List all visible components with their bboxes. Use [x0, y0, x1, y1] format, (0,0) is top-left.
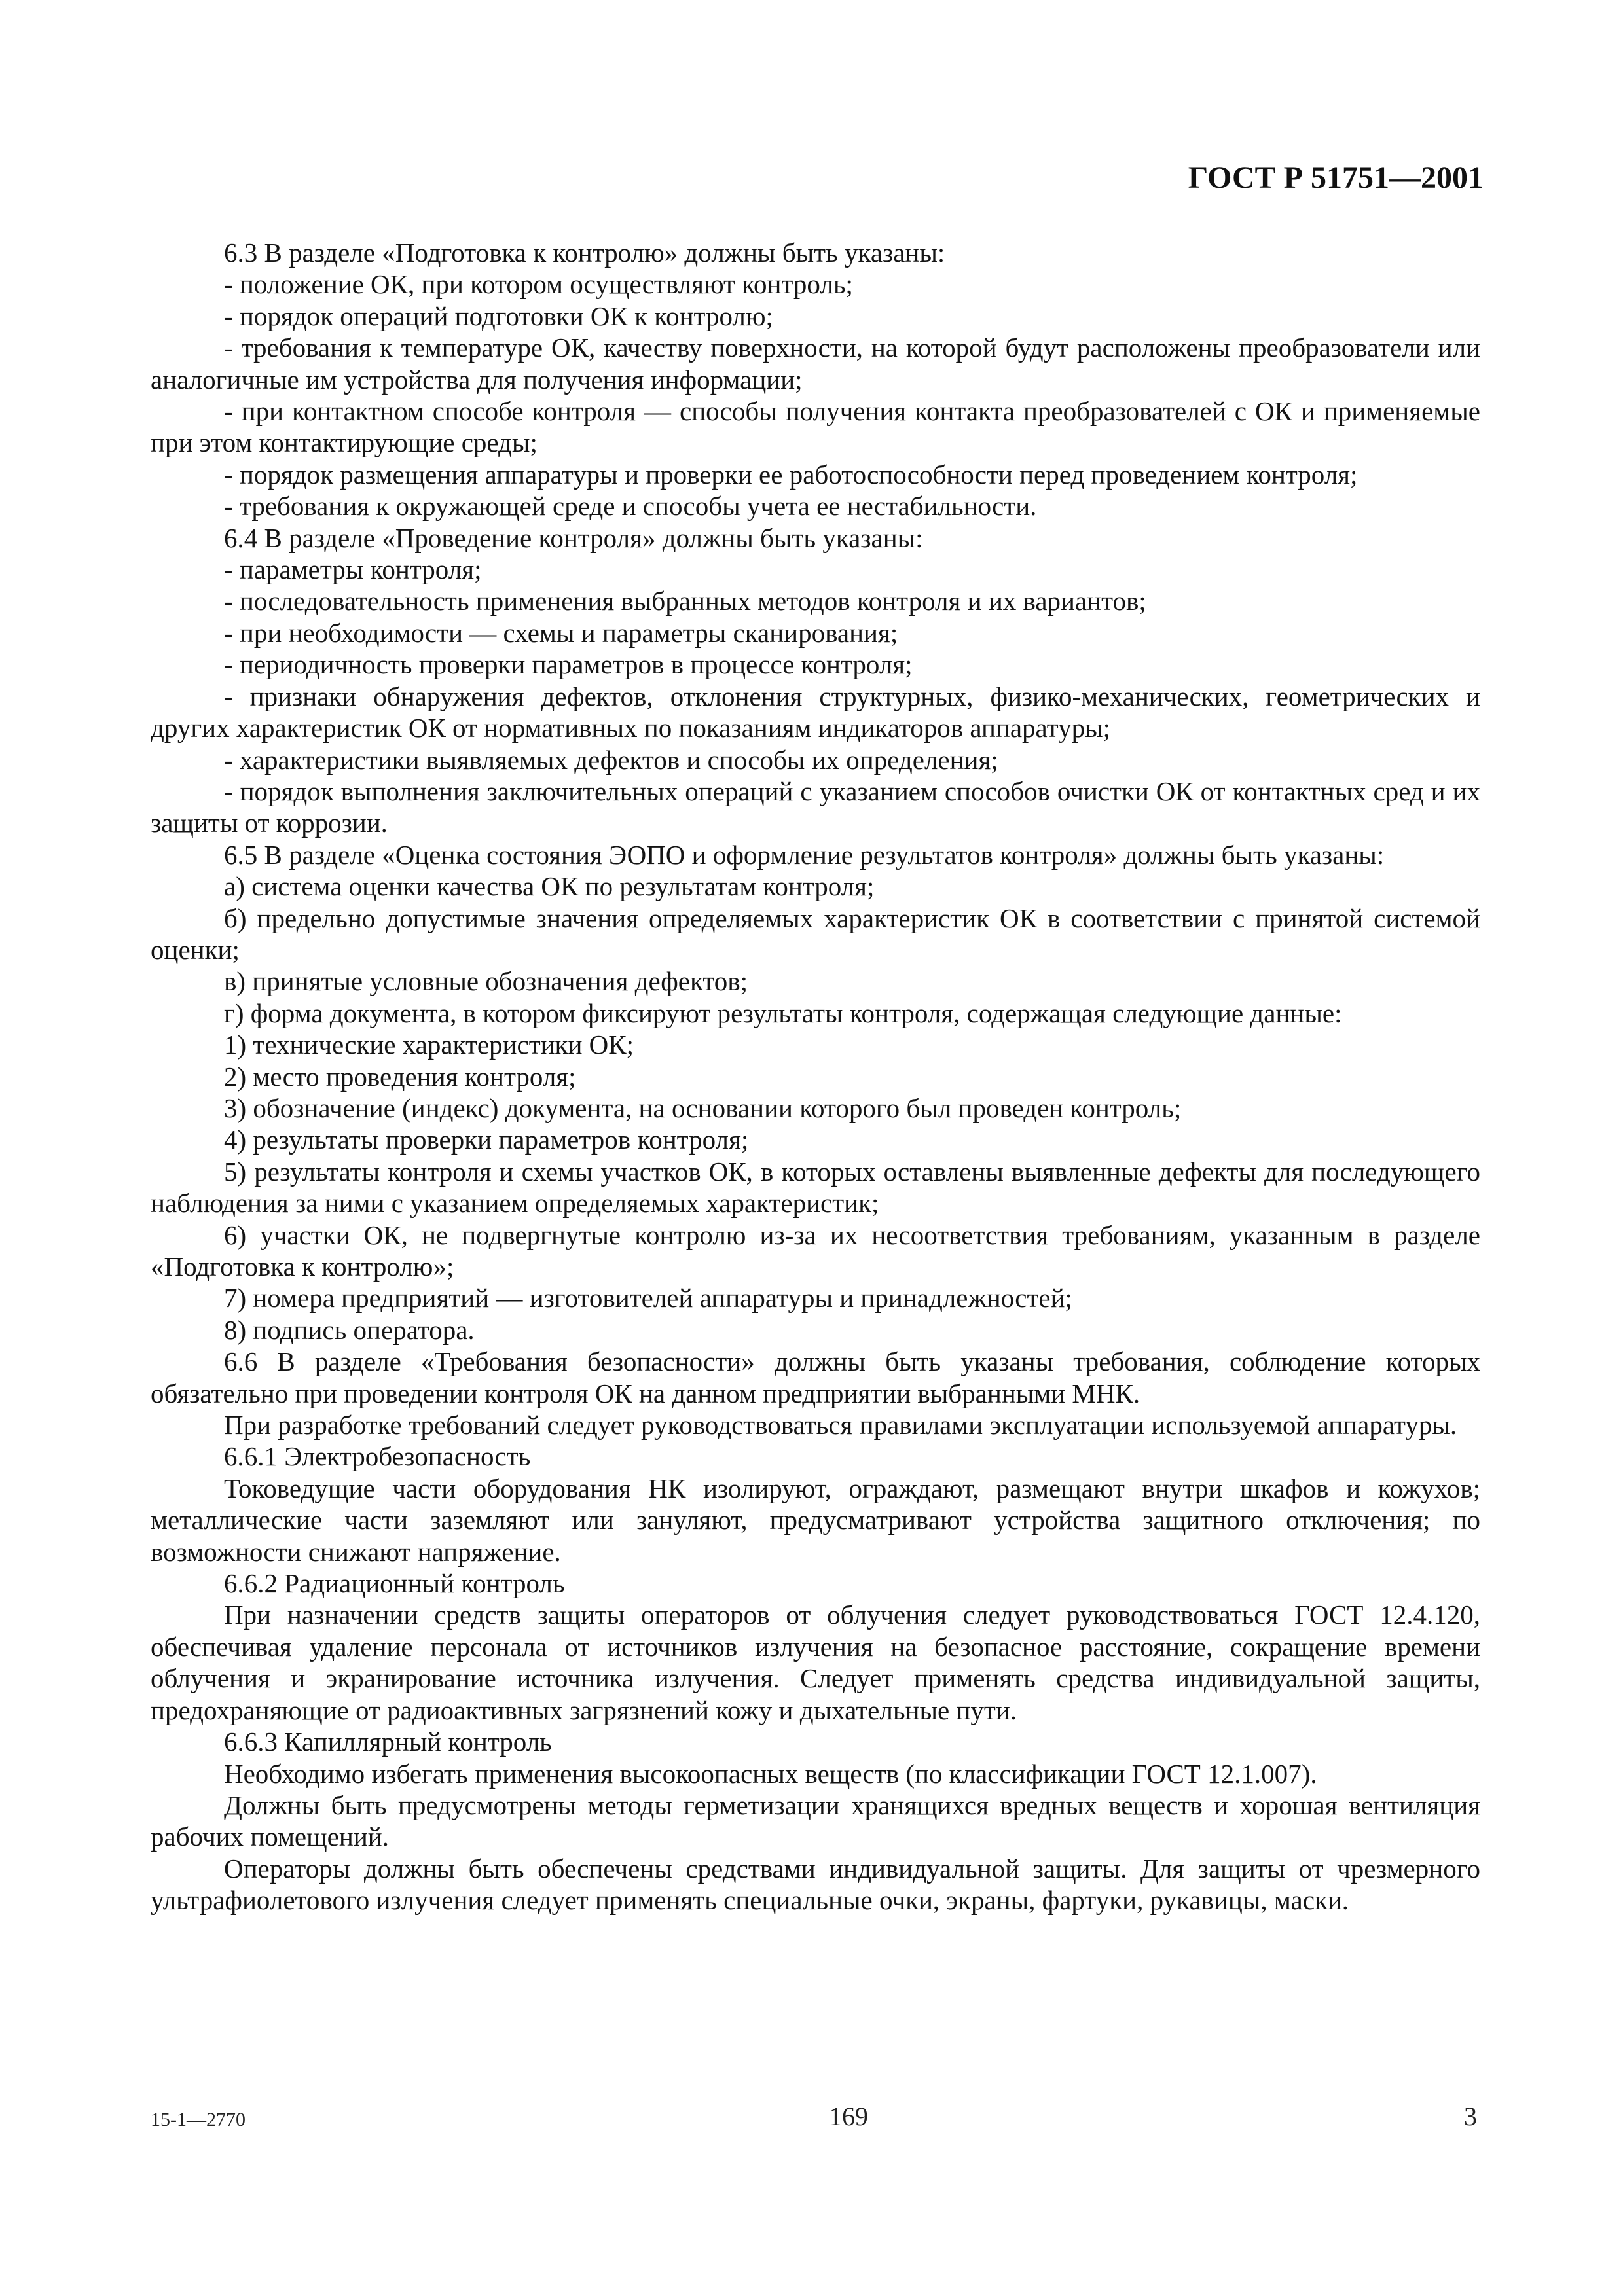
list-item: - последовательность применения выбранных методов контроля и их вариантов;	[224, 586, 1146, 617]
paragraph: Операторы должны быть обеспечены средствами индивидуальной защиты. Для защиты от чрезмерного ультрафиолетового излучения следует применять специальные очки, экраны, фартуки, рукавицы, маски.	[151, 1853, 1480, 1916]
list-item: 6) участки ОК, не подвергнутые контролю из-за их несоответствия требованиям, указанным в разделе «Подготовка к контролю»;	[151, 1219, 1480, 1282]
list-item: - параметры контроля;	[224, 554, 482, 585]
paragraph: 6.4 В разделе «Проведение контроля» должны быть указаны:	[224, 522, 923, 553]
section-heading: 6.6.2 Радиационный контроль	[224, 1568, 565, 1599]
list-item: - признаки обнаружения дефектов, отклонения структурных, физико-механических, геометрических и других характеристик ОК от нормативных по показаниям индикаторов аппаратуры;	[151, 681, 1480, 744]
standard-header: ГОСТ Р 51751—2001	[1188, 160, 1484, 195]
list-item: б) предельно допустимые значения определяемых характеристик ОК в соответствии с принятой системой оценки;	[151, 903, 1480, 965]
list-item: - требования к температуре ОК, качеству поверхности, на которой будут расположены преобразователи или аналогичные им устройства для получения информации;	[151, 332, 1480, 395]
list-item: 3) обозначение (индекс) документа, на основании которого был проведен контроль;	[224, 1092, 1182, 1123]
paragraph: Необходимо избегать применения высокоопасных веществ (по классификации ГОСТ 12.1.007).	[224, 1758, 1317, 1789]
paragraph: 6.5 В разделе «Оценка состояния ЭОПО и оформление результатов контроля» должны быть указаны:	[224, 839, 1385, 870]
footer-center-number: 169	[829, 2102, 868, 2131]
list-item: - характеристики выявляемых дефектов и способы их определения;	[224, 744, 998, 775]
list-item: г) форма документа, в котором фиксируют результаты контроля, содержащая следующие данные:	[224, 997, 1342, 1028]
paragraph: При разработке требований следует руководствоваться правилами эксплуатации используемой аппаратуры.	[224, 1410, 1457, 1441]
section-heading: 6.6.1 Электробезопасность	[224, 1441, 531, 1472]
list-item: в) принятые условные обозначения дефектов;	[224, 966, 748, 997]
list-item: а) система оценки качества ОК по результатам контроля;	[224, 871, 875, 902]
paragraph: Должны быть предусмотрены методы герметизации хранящихся вредных веществ и хорошая вентиляция рабочих помещений.	[151, 1789, 1480, 1852]
list-item: 5) результаты контроля и схемы участков ОК, в которых оставлены выявленные дефекты для последующего наблюдения за ними с указанием определяемых характеристик;	[151, 1156, 1480, 1219]
list-item: - порядок операций подготовки ОК к контролю;	[224, 300, 773, 331]
list-item: - при контактном способе контроля — способы получения контакта преобразователей с ОК и применяемые при этом контактирующие среды;	[151, 396, 1480, 458]
page-number: 3	[1464, 2102, 1477, 2131]
list-item: - положение ОК, при котором осуществляют контроль;	[224, 269, 853, 300]
footer-code: 15-1—2770	[151, 2109, 246, 2130]
paragraph: Токоведущие части оборудования НК изолируют, ограждают, размещают внутри шкафов и кожухов; металлические части заземляют или зануляют, предусматривают устройства защитного отключения; по возможности снижают напряжение.	[151, 1473, 1480, 1567]
list-item: - требования к окружающей среде и способы учета ее нестабильности.	[224, 491, 1037, 522]
paragraph: При назначении средств защиты операторов от облучения следует руководствоваться ГОСТ 12.4.120, обеспечивая удаление персонала от источников излучения на безопасное расстояние, сокращение времени облучения и экранирование источника излучения. Следует применять средства индивидуальной защиты, предохраняющие от радиоактивных загрязнений кожу и дыхательные пути.	[151, 1600, 1480, 1725]
list-item: - периодичность проверки параметров в процессе контроля;	[224, 649, 913, 680]
document-body	[151, 237, 1480, 1916]
section-heading: 6.6.3 Капиллярный контроль	[224, 1727, 552, 1757]
list-item: 2) место проведения контроля;	[224, 1061, 576, 1092]
list-item: - порядок размещения аппаратуры и проверки ее работоспособности перед проведением контроля;	[224, 459, 1358, 490]
list-item: - порядок выполнения заключительных операций с указанием способов очистки ОК от контактных сред и их защиты от коррозии.	[151, 776, 1480, 838]
paragraph: 6.6 В разделе «Требования безопасности» должны быть указаны требования, соблюдение которых обязательно при проведении контроля ОК на данном предприятии выбранными МНК.	[151, 1346, 1480, 1408]
list-item: 1) технические характеристики ОК;	[224, 1030, 634, 1060]
list-item: 8) подпись оператора.	[224, 1314, 475, 1345]
list-item: - при необходимости — схемы и параметры сканирования;	[224, 617, 898, 648]
list-item: 7) номера предприятий — изготовителей аппаратуры и принадлежностей;	[224, 1283, 1072, 1314]
list-item: 4) результаты проверки параметров контроля;	[224, 1124, 749, 1155]
paragraph: 6.3 В разделе «Подготовка к контролю» должны быть указаны:	[224, 238, 945, 268]
